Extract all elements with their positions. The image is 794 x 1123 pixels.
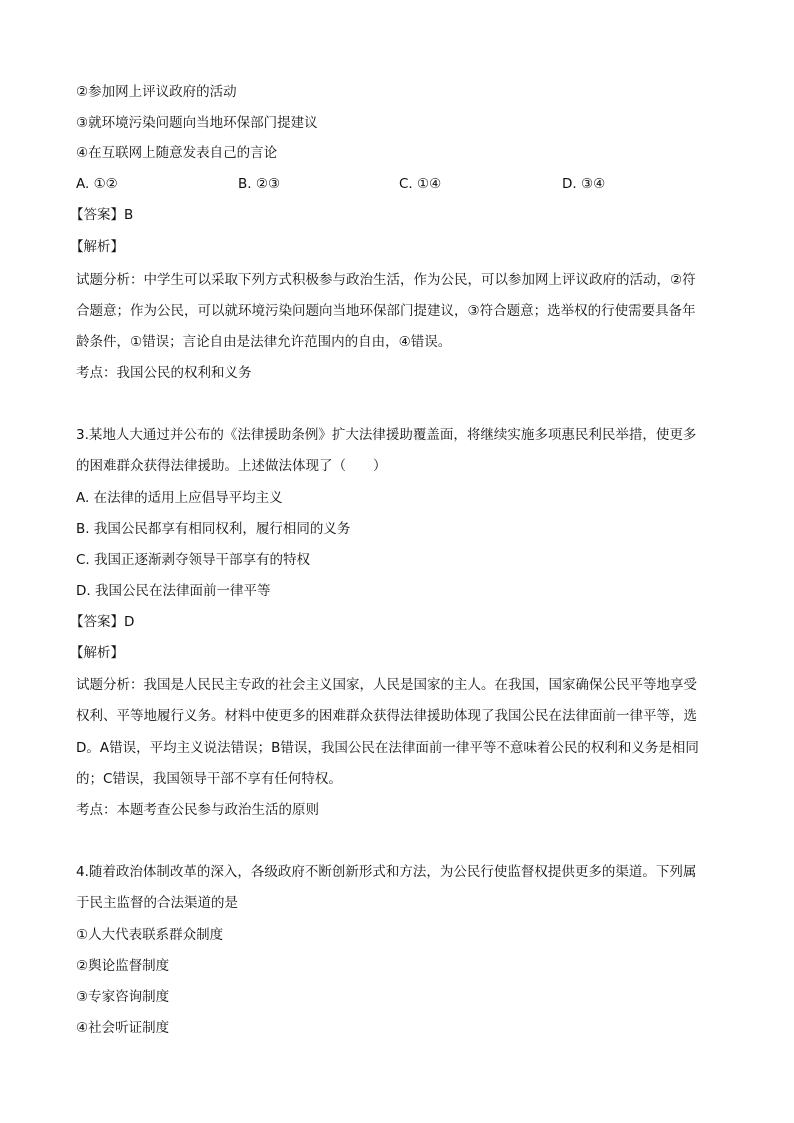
q2-analysis-label: 【解析】 — [70, 239, 124, 255]
q3-analysis-label: 【解析】 — [70, 645, 124, 661]
q3-analysis-line-3: D。A错误，平均主义说法错误；B错误，我国公民在法律面前一律平等不意味着公民的权利和义务是相同 — [76, 740, 699, 756]
q4-stem-line-2: 于民主监督的合法渠道的是 — [76, 895, 238, 911]
q2-analysis-line-1: 试题分析：中学生可以采取下列方式积极参与政治生活，作为公民，可以参加网上评议政府的活动，②符 — [76, 272, 696, 288]
q2-option-d: D. ③④ — [562, 176, 606, 192]
q2-knowledge-point: 考点：我国公民的权利和义务 — [76, 365, 252, 381]
q2-item-4: ④在互联网上随意发表自己的言论 — [76, 145, 278, 161]
q4-item-2: ②舆论监督制度 — [76, 958, 170, 974]
q3-analysis-line-1: 试题分析：我国是人民民主专政的社会主义国家，人民是国家的主人。在我国，国家确保公民平等地享受 — [76, 677, 697, 693]
q3-stem-line-2: 的困难群众获得法律援助。上述做法体现了（ ） — [76, 458, 387, 474]
q3-option-c: C. 我国正逐渐剥夺领导干部享有的特权 — [76, 552, 311, 568]
q2-option-a: A. ①② — [76, 176, 118, 192]
q2-analysis-line-2: 合题意；作为公民，可以就环境污染问题向当地环保部门提建议，③符合题意；选举权的行使需要具备年 — [76, 303, 696, 319]
q2-item-3: ③就环境污染问题向当地环保部门提建议 — [76, 115, 318, 131]
q2-analysis-line-3: 龄条件，①错误；言论自由是法律允许范围内的自由，④错误。 — [76, 334, 452, 350]
q3-option-b: B. 我国公民都享有相同权利，履行相同的义务 — [76, 521, 351, 537]
q3-analysis-line-2: 权利、平等地履行义务。材料中使更多的困难群众获得法律援助体现了我国公民在法律面前一律平等，选 — [76, 708, 697, 724]
q2-item-2: ②参加网上评议政府的活动 — [76, 84, 237, 100]
q2-option-b: B. ②③ — [238, 176, 281, 192]
q2-answer: 【答案】B — [70, 207, 134, 223]
q4-stem-line-1: 4.随着政治体制改革的深入，各级政府不断创新形式和方法，为公民行使监督权提供更多的渠道。下列属 — [76, 864, 697, 880]
q3-analysis-line-4: 的；C错误，我国领导干部不享有任何特权。 — [76, 771, 342, 787]
q3-stem-line-1: 3.某地人大通过并公布的《法律援助条例》扩大法律援助覆盖面，将继续实施多项惠民利民举措，使更多 — [76, 427, 697, 443]
q3-option-a: A. 在法律的适用上应倡导平均主义 — [76, 490, 283, 506]
q4-item-4: ④社会听证制度 — [76, 1020, 170, 1036]
q2-options — [76, 176, 726, 192]
q3-answer: 【答案】D — [70, 614, 135, 630]
q4-item-1: ①人大代表联系群众制度 — [76, 927, 224, 943]
q3-option-d: D. 我国公民在法律面前一律平等 — [76, 583, 271, 599]
q2-option-c: C. ①④ — [399, 176, 442, 192]
q3-knowledge-point: 考点：本题考查公民参与政治生活的原则 — [76, 802, 319, 818]
q4-item-3: ③专家咨询制度 — [76, 989, 170, 1005]
